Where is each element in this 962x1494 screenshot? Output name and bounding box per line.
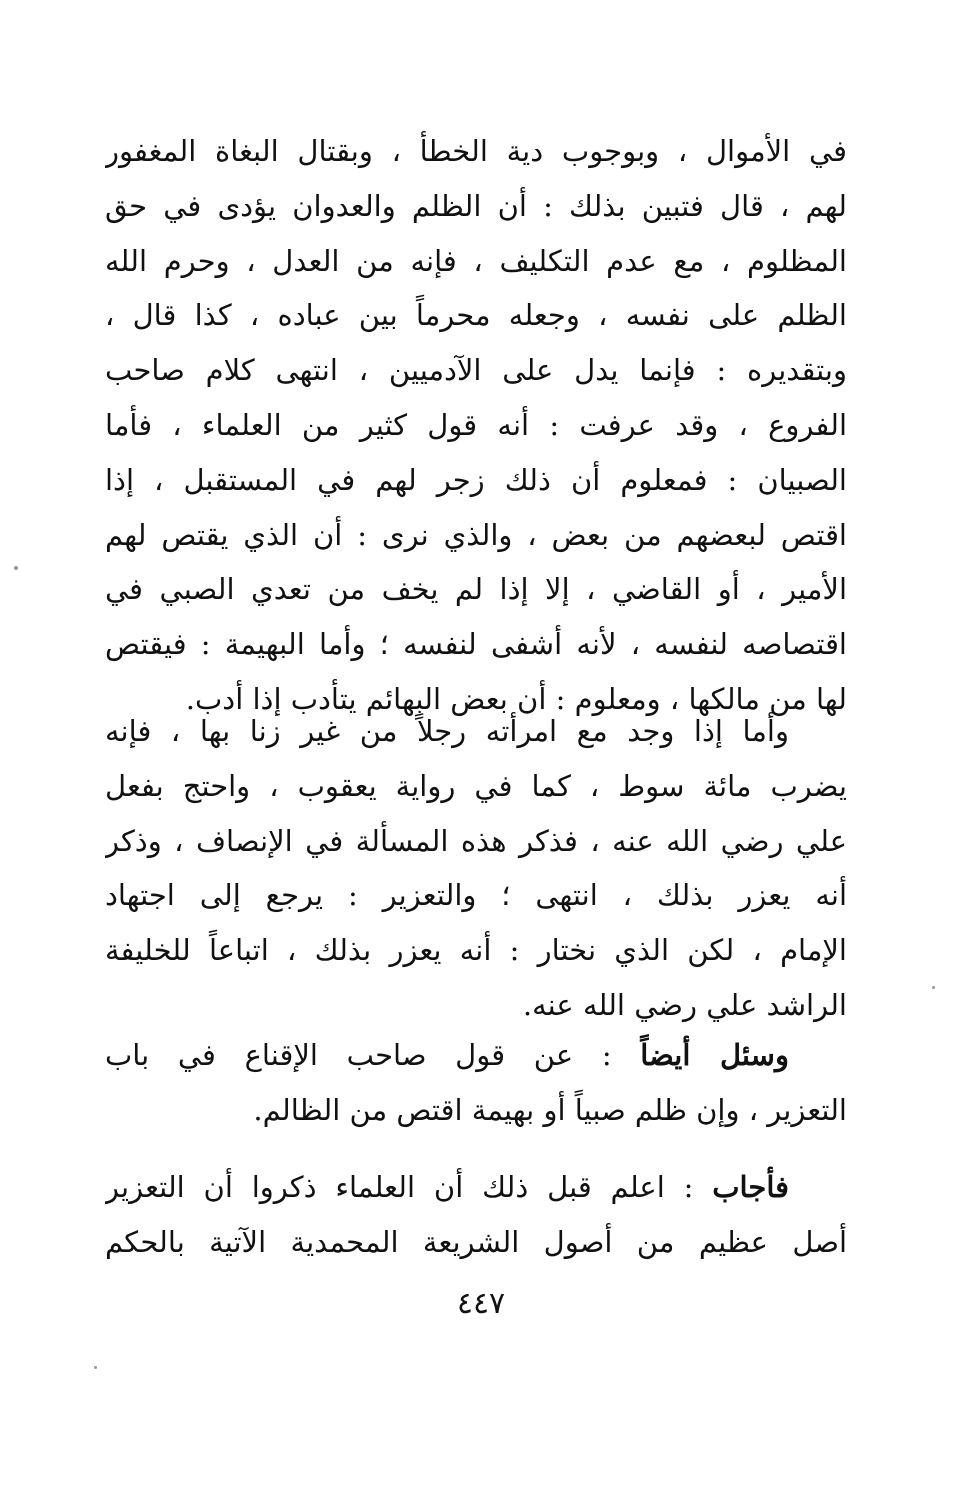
text-line: أنه يعزر بذلك ، انتهى ؛ والتعزير : يرجع إلى اجتهاد bbox=[105, 878, 847, 913]
text-line: اقتصاصه لنفسه ، لأنه أشفى لنفسه ؛ وأما البهيمة : فيقتص bbox=[105, 627, 847, 662]
text-line: الإمام ، لكن الذي نختار : أنه يعزر بذلك ، اتباعاً للخليفة bbox=[105, 933, 847, 968]
page-number: ٤٤٧ bbox=[456, 1286, 506, 1321]
paragraph-3 bbox=[105, 1028, 847, 1138]
text-line: في الأموال ، وبوجوب دية الخطأ ، وبقتال البغاة المغفور bbox=[105, 134, 847, 168]
text-line: لها من مالكها ، ومعلوم : أن بعض البهائم يتأدب إذا أدب. bbox=[185, 681, 847, 716]
question-line bbox=[105, 1028, 847, 1083]
text-line: الصبيان : فمعلوم أن ذلك زجر لهم في المستقبل ، إذا bbox=[105, 462, 847, 497]
answer-line bbox=[105, 1160, 847, 1215]
text-line: اقتص لبعضهم من بعض ، والذي نرى : أن الذي يقتص لهم bbox=[105, 517, 847, 552]
scan-speck bbox=[94, 1366, 97, 1369]
answer-lead: فأجاب bbox=[712, 1170, 790, 1204]
answer-text: : اعلم قبل ذلك أن العلماء ذكروا أن التعزير bbox=[105, 1170, 694, 1204]
text-line: لهم ، قال فتبين بذلك : أن الظلم والعدوان يؤدى في حق bbox=[105, 188, 847, 223]
text-line: الراشد علي رضي الله عنه. bbox=[522, 987, 847, 1022]
text-line: التعزير ، وإن ظلم صبياً أو بهيمة اقتص من الظالم. bbox=[253, 1092, 847, 1127]
paragraph-2 bbox=[105, 704, 847, 1033]
text-line-indented: وأما إذا وجد مع امرأته رجلاً من غير زنا بها ، فإنه bbox=[105, 714, 789, 748]
scan-speck bbox=[932, 986, 935, 989]
text-line: المظلوم ، مع عدم التكليف ، فإنه من العدل ، وحرم الله bbox=[105, 243, 847, 278]
text-line: يضرب مائة سوط ، كما في رواية يعقوب ، واحتج بفعل bbox=[105, 768, 847, 803]
paragraph-4 bbox=[105, 1160, 847, 1270]
text-line: وبتقديره : فإنما يدل على الآدميين ، انتهى كلام صاحب bbox=[105, 353, 847, 388]
text-line: الأمير ، أو القاضي ، إلا إذا لم يخف من تعدي الصبي في bbox=[105, 572, 847, 607]
scan-speck bbox=[14, 566, 18, 570]
text-line: الفروع ، وقد عرفت : أنه قول كثير من العلماء ، فأما bbox=[105, 407, 847, 442]
text-line: الظلم على نفسه ، وجعله محرماً بين عباده ، كذا قال ، bbox=[105, 298, 847, 333]
paragraph-1 bbox=[105, 124, 847, 727]
question-text: : عن قول صاحب الإقناع في باب bbox=[105, 1038, 612, 1072]
text-line: علي رضي الله عنه ، فذكر هذه المسألة في الإنصاف ، وذكر bbox=[105, 823, 847, 858]
text-line: أصل عظيم من أصول الشريعة المحمدية الآتية بالحكم bbox=[105, 1224, 847, 1259]
question-lead: وسئل أيضاً bbox=[640, 1038, 789, 1072]
